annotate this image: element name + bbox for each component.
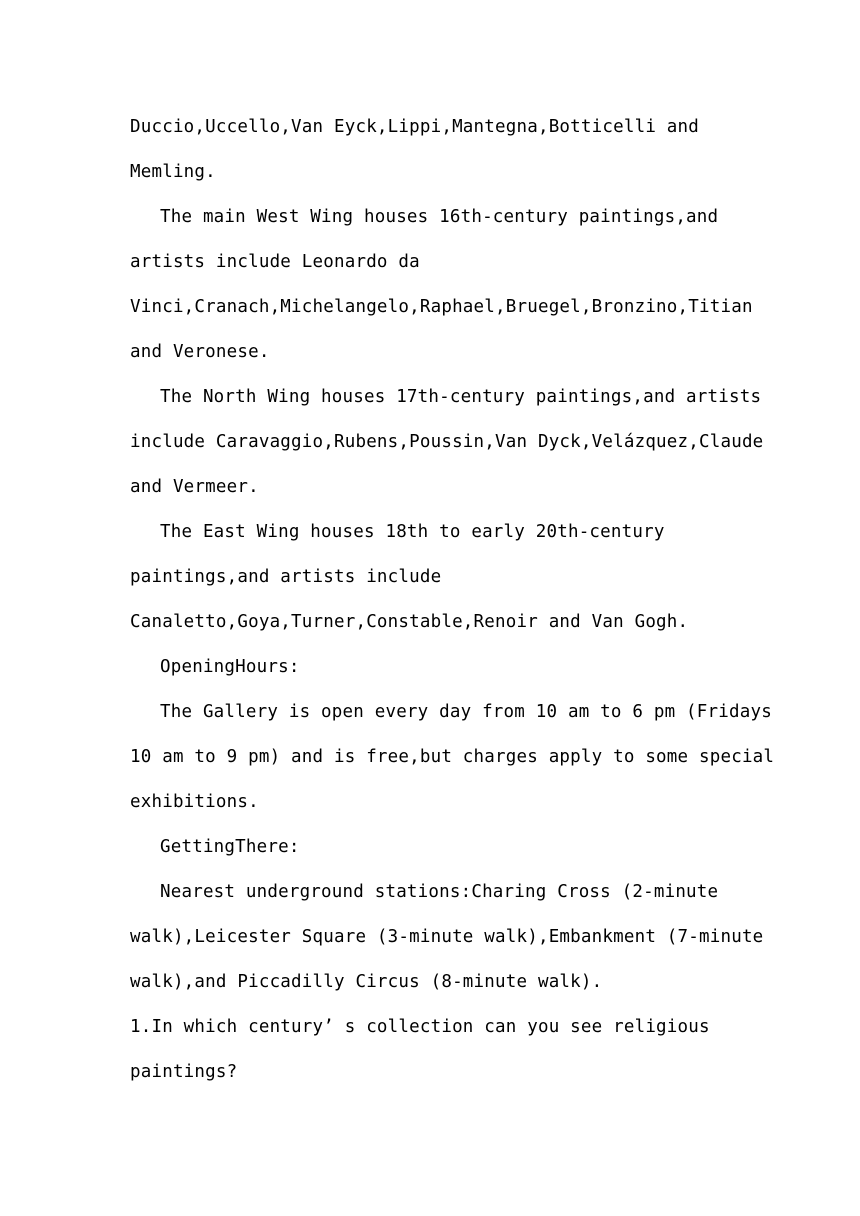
text-line: and Vermeer.: [130, 477, 259, 497]
paragraph-start-line: The main West Wing houses 16th-century paintings,and: [160, 207, 719, 227]
section-heading-getting-there: GettingThere:: [160, 837, 300, 857]
text-line: Canaletto,Goya,Turner,Constable,Renoir and Van Gogh.: [130, 612, 689, 632]
text-line: artists include Leonardo da: [130, 252, 420, 272]
text-line: Vinci,Cranach,Michelangelo,Raphael,Bruegel,Bronzino,Titian: [130, 297, 753, 317]
text-line: include Caravaggio,Rubens,Poussin,Van Dyck,Velázquez,Claude: [130, 432, 764, 452]
question-line: 1.In which century’ s collection can you see religious: [130, 1017, 710, 1037]
text-line: 10 am to 9 pm) and is free,but charges apply to some special: [130, 747, 775, 767]
text-line: walk),Leicester Square (3-minute walk),Embankment (7-minute: [130, 927, 764, 947]
section-heading-opening-hours: OpeningHours:: [160, 657, 300, 677]
paragraph-start-line: The Gallery is open every day from 10 am to 6 pm (Fridays: [160, 702, 772, 722]
text-line: paintings,and artists include: [130, 567, 442, 587]
text-line: and Veronese.: [130, 342, 270, 362]
question-line: paintings?: [130, 1062, 238, 1082]
paragraph-start-line: Nearest underground stations:Charing Cross (2-minute: [160, 882, 719, 902]
text-line: exhibitions.: [130, 792, 259, 812]
text-line: Duccio,Uccello,Van Eyck,Lippi,Mantegna,Botticelli and: [130, 117, 700, 137]
paragraph-start-line: The East Wing houses 18th to early 20th-century: [160, 522, 665, 542]
text-line: Memling.: [130, 162, 216, 182]
text-line: walk),and Piccadilly Circus (8-minute walk).: [130, 972, 603, 992]
paragraph-start-line: The North Wing houses 17th-century paintings,and artists: [160, 387, 762, 407]
